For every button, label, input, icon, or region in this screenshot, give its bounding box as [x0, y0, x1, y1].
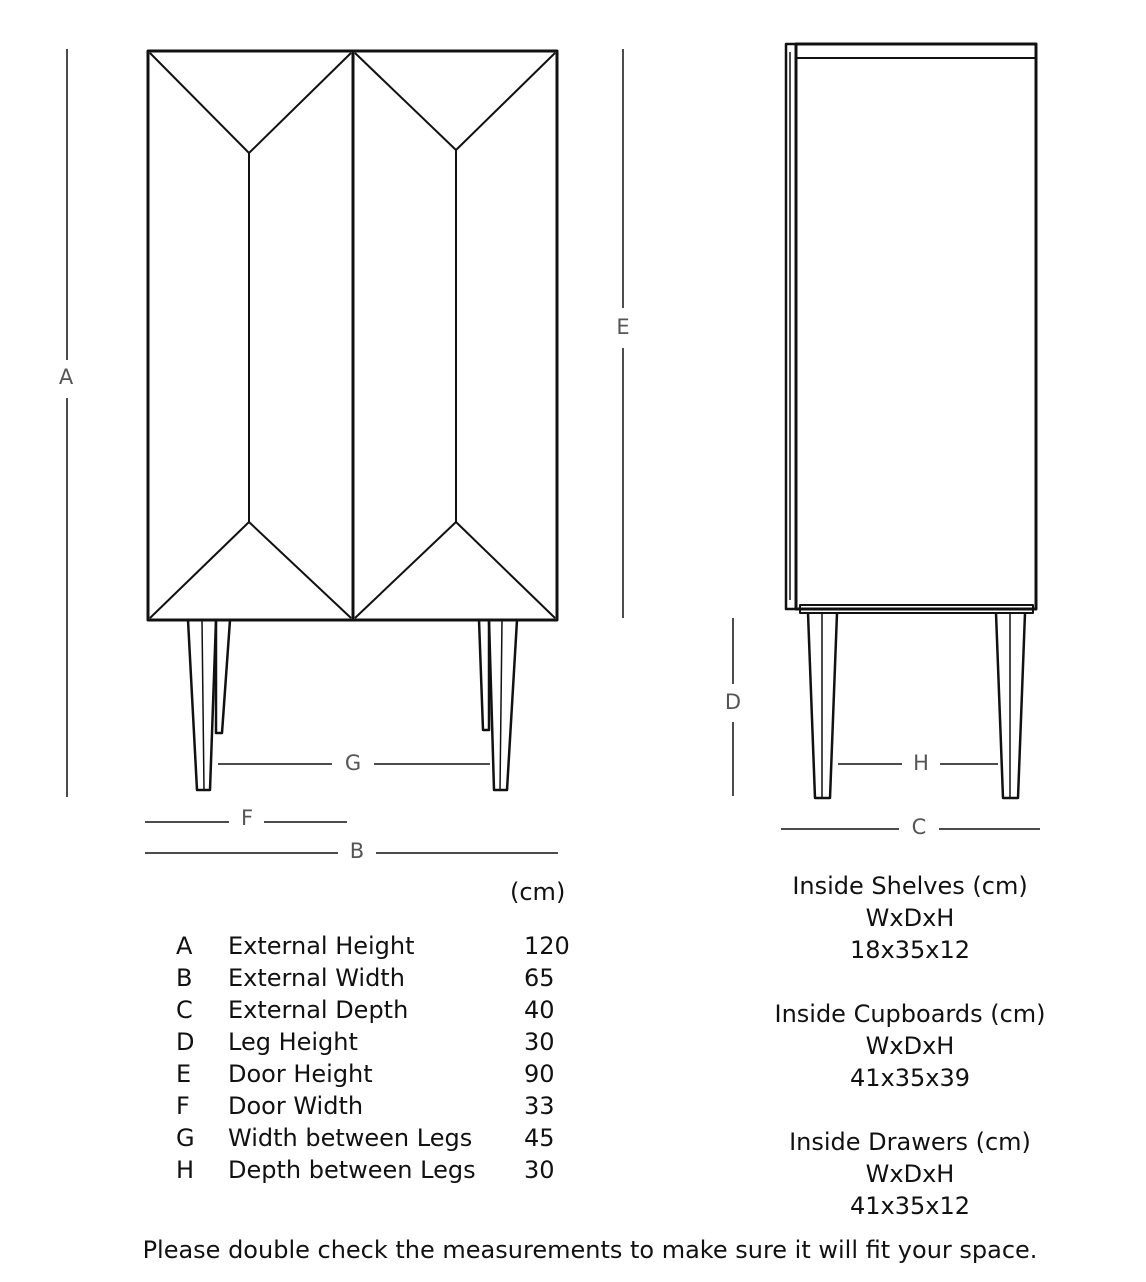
- table-row: [176, 962, 584, 994]
- table-row: [176, 1090, 584, 1122]
- inside-format: WxDxH: [865, 1032, 955, 1060]
- dimensions-table: [176, 930, 584, 1186]
- dimension-value: 33: [524, 1092, 555, 1120]
- dimension-label-g: G: [344, 751, 362, 775]
- dimension-letter: F: [176, 1092, 190, 1120]
- front-leg-right-rear: [479, 620, 489, 730]
- dimension-letter: G: [176, 1124, 195, 1152]
- dimension-letter: H: [176, 1156, 195, 1184]
- dimension-value: 40: [524, 996, 555, 1024]
- dimension-name: External Width: [228, 964, 405, 992]
- dimension-letter: D: [176, 1028, 195, 1056]
- dimension-name: Depth between Legs: [228, 1156, 476, 1184]
- dimension-value: 120: [524, 932, 570, 960]
- inside-title: Inside Cupboards (cm): [774, 1000, 1046, 1028]
- inside-format: WxDxH: [865, 904, 955, 932]
- inside-format: WxDxH: [865, 1160, 955, 1188]
- table-row: [176, 930, 584, 962]
- dimension-name: External Height: [228, 932, 415, 960]
- inside-title: Inside Drawers (cm): [789, 1128, 1031, 1156]
- front-view: [148, 51, 557, 790]
- dimension-letter: B: [176, 964, 193, 992]
- dimension-letter: E: [176, 1060, 192, 1088]
- inside-cupboards: [760, 998, 1060, 1094]
- table-row: [176, 994, 584, 1026]
- inside-dimensions-panel: [760, 870, 1060, 1254]
- inside-title: Inside Shelves (cm): [792, 872, 1028, 900]
- dimension-value: 65: [524, 964, 555, 992]
- dimension-label-h: H: [913, 751, 929, 775]
- dimension-value: 30: [524, 1156, 555, 1184]
- table-row: [176, 1058, 584, 1090]
- dimension-name: External Depth: [228, 996, 409, 1024]
- inside-size: 18x35x12: [849, 936, 971, 964]
- table-row: [176, 1154, 584, 1186]
- dimension-name: Width between Legs: [228, 1124, 473, 1152]
- inside-drawers: [760, 1126, 1060, 1222]
- dimension-label-e: E: [616, 315, 630, 339]
- side-cabinet-body: [796, 44, 1036, 609]
- dimension-label-b: B: [349, 839, 365, 863]
- dimension-label-a: A: [58, 365, 74, 389]
- dimension-name: Door Width: [228, 1092, 364, 1120]
- front-leg-left-rear: [216, 620, 230, 733]
- inside-size: 41x35x39: [849, 1064, 971, 1092]
- side-view: [786, 44, 1036, 798]
- dimension-letter: C: [176, 996, 193, 1024]
- right-door-pattern: [355, 53, 555, 618]
- dimension-name: Leg Height: [228, 1028, 358, 1056]
- dimension-letter: A: [176, 932, 193, 960]
- inside-size: 41x35x12: [849, 1192, 971, 1220]
- table-row: [176, 1026, 584, 1058]
- dimension-value: 45: [524, 1124, 555, 1152]
- dimension-name: Door Height: [228, 1060, 373, 1088]
- unit-header: (cm): [510, 878, 566, 906]
- table-row: [176, 1122, 584, 1154]
- dimension-label-f: F: [240, 806, 254, 830]
- inside-shelves: [760, 870, 1060, 966]
- footer-note: Please double check the measurements to make sure it will fit your space.: [142, 1236, 1038, 1264]
- left-door-pattern: [150, 53, 351, 618]
- dimension-label-d: D: [724, 690, 742, 714]
- dimension-label-c: C: [911, 815, 927, 839]
- dimension-value: 30: [524, 1028, 555, 1056]
- dimension-value: 90: [524, 1060, 555, 1088]
- front-leg-right: [489, 620, 517, 790]
